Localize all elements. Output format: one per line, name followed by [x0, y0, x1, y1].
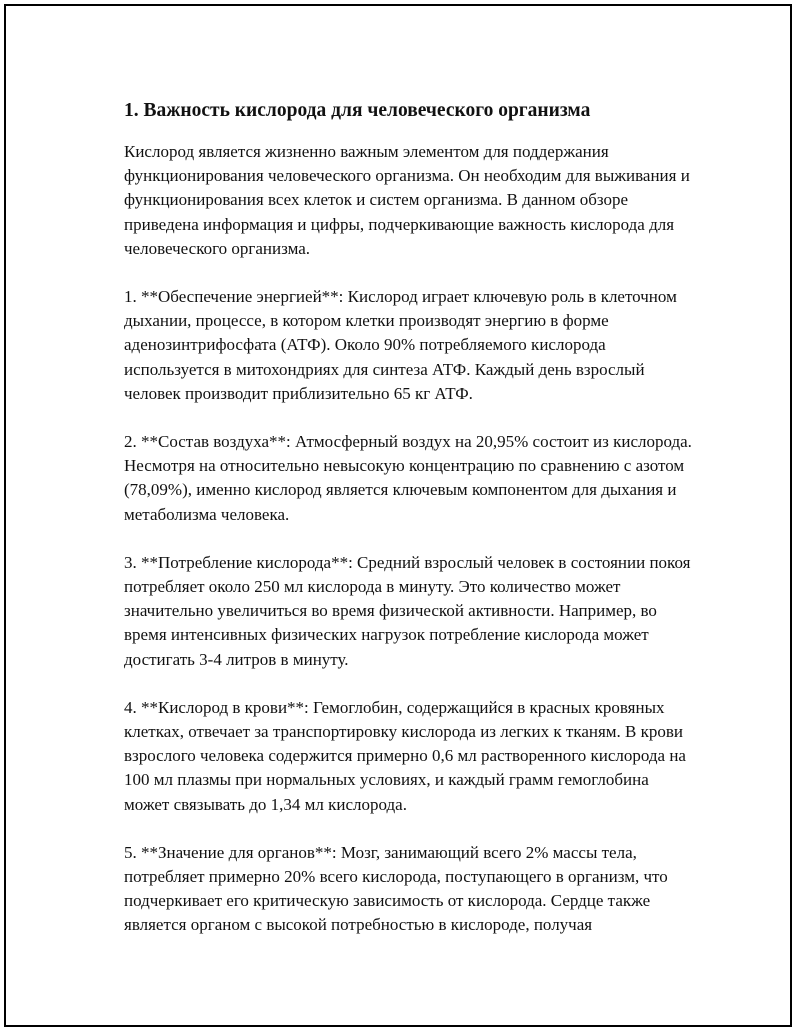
- document-title: 1. Важность кислорода для человеческого организма: [124, 100, 591, 121]
- paragraph-energy: 1. **Обеспечение энергией**: Кислород играет ключевую роль в клеточном дыхании, процессе, в котором клетки производят энергию в форме аденозинтрифосфата (АТФ). Около 90% потребляемого кислорода используется в митохондриях для синтеза АТФ. Каждый день взрослый человек производит приблизительно 65 кг АТФ.: [124, 287, 677, 403]
- paragraph-oxygen-in-blood: 4. **Кислород в крови**: Гемоглобин, содержащийся в красных кровяных клетках, отвечает за транспортировку кислорода из легких к тканям. В крови взрослого человека содержится примерно 0,6 мл растворенного кислорода на 100 мл плазмы при нормальных условиях, и каждый грамм гемоглобина может связывать до 1,34 мл кислорода.: [124, 697, 686, 814]
- paragraph-air-composition: 2. **Состав воздуха**: Атмосферный воздух на 20,95% состоит из кислорода. Несмотря на относительно невысокую концентрацию по сравнению с азотом (78,09%), именно кислород является ключевым компонентом для дыхания и метаболизма человека.: [124, 432, 692, 524]
- paragraph-organs: 5. **Значение для органов**: Мозг, занимающий всего 2% массы тела, потребляет примерно 20% всего кислорода, поступающего в организм, что подчеркивает его критическую зависимость от кислорода. Сердце также является органом с высокой потребностью в кислороде, получая: [124, 842, 668, 935]
- intro-paragraph: Кислород является жизненно важным элементом для поддержания функционирования человеческого организма. Он необходим для выживания и функционирования всех клеток и систем организма. В данном обзоре приведена информация и цифры, подчеркивающие важность кислорода для человеческого организма.: [124, 142, 690, 258]
- document-body: [124, 96, 694, 962]
- paragraph-oxygen-consumption: 3. **Потребление кислорода**: Средний взрослый человек в состоянии покоя потребляет около 250 мл кислорода в минуту. Это количество может значительно увеличиться во время физической активности. Например, во время интенсивных физических нагрузок потребление кислорода может достигать 3-4 литров в минуту.: [124, 552, 691, 669]
- page-frame: [4, 4, 792, 1027]
